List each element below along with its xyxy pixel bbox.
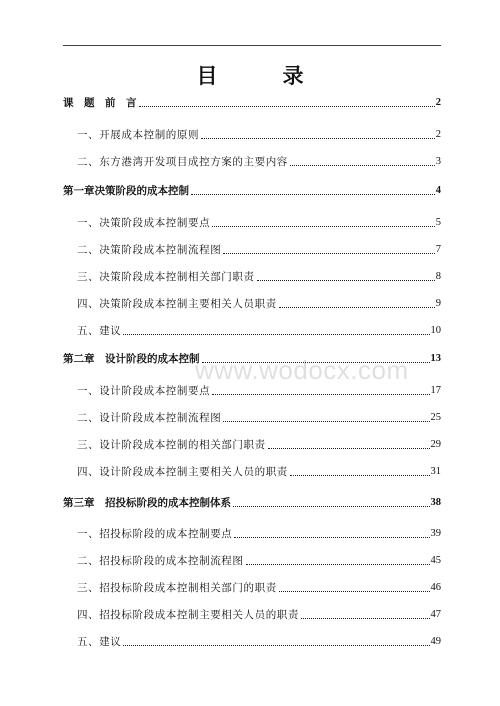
toc-page-number: 31 <box>430 466 441 477</box>
toc-leader-dots <box>123 333 429 335</box>
toc-entry-label: 二、设计阶段成本控制流程图 <box>77 412 222 424</box>
toc-leader-dots <box>139 105 435 107</box>
toc-leader-dots <box>268 447 430 449</box>
toc-leader-dots <box>301 617 430 619</box>
toc-entry-label: 第二章 设计阶段的成本控制 <box>63 353 200 365</box>
toc-entry[interactable] <box>63 324 441 338</box>
toc-leader-dots <box>223 252 434 254</box>
toc-entry-label: 三、设计阶段成本控制的相关部门职责 <box>77 439 266 451</box>
toc-page-number: 5 <box>435 217 441 228</box>
toc-leader-dots <box>279 590 430 592</box>
toc-entry[interactable] <box>63 128 441 142</box>
toc-entry-label: 二、决策阶段成本控制流程图 <box>77 244 222 256</box>
toc-entry[interactable] <box>63 384 441 398</box>
toc-leader-dots <box>246 563 430 565</box>
toc-page-number: 46 <box>430 582 441 593</box>
toc-entry-label: 三、决策阶段成本控制相关部门职责 <box>77 271 255 283</box>
watermark: www.wodocx.com <box>195 355 409 385</box>
toc-entry[interactable] <box>63 554 441 568</box>
toc-entry[interactable] <box>63 438 441 452</box>
toc-entry-label: 四、决策阶段成本控制主要相关人员职责 <box>77 298 277 310</box>
toc-entry[interactable] <box>63 527 441 541</box>
toc-entry-label: 课 题 前 言 <box>63 97 137 109</box>
toc-entry[interactable] <box>63 243 441 257</box>
toc-entry-label: 二、东方港湾开发项目成控方案的主要内容 <box>77 156 288 168</box>
toc-entry-label: 五、建议 <box>77 636 122 648</box>
toc-page-number: 38 <box>430 497 441 508</box>
toc-entry-label: 二、招投标阶段的成本控制流程图 <box>77 555 244 567</box>
toc-entry[interactable] <box>63 216 441 230</box>
header-rule <box>63 45 441 46</box>
toc-leader-dots <box>290 474 430 476</box>
toc-page-number: 2 <box>435 129 441 140</box>
toc-page-number: 49 <box>430 636 441 647</box>
toc-leader-dots <box>202 361 430 363</box>
toc-entry-label: 第三章 招投标阶段的成本控制体系 <box>63 497 231 509</box>
toc-entry-label: 第一章决策阶段的成本控制 <box>63 185 189 197</box>
toc-page-number: 39 <box>430 528 441 539</box>
toc-entry[interactable] <box>63 635 441 649</box>
toc-page-number: 47 <box>430 609 441 620</box>
toc-page-number: 8 <box>435 271 441 282</box>
toc-entry[interactable] <box>63 155 441 169</box>
toc-entry-label: 一、开展成本控制的原则 <box>77 129 200 141</box>
toc-page-number: 10 <box>430 325 441 336</box>
toc-page-number: 7 <box>435 244 441 255</box>
toc-page-number: 9 <box>435 298 441 309</box>
toc-page-number: 45 <box>430 555 441 566</box>
toc-entry[interactable] <box>63 297 441 311</box>
toc-leader-dots <box>257 279 435 281</box>
toc-leader-dots <box>212 393 429 395</box>
toc-leader-dots <box>290 164 435 166</box>
toc-entry-chapter-2[interactable] <box>63 352 441 366</box>
toc-page-number: 13 <box>430 353 441 364</box>
toc-page-number: 25 <box>430 412 441 423</box>
toc-entry-chapter-1[interactable] <box>63 184 441 198</box>
toc-entry-label: 五、建议 <box>77 325 122 337</box>
toc-entry-label: 四、设计阶段成本控制主要相关人员的职责 <box>77 466 288 478</box>
toc-leader-dots <box>201 137 435 139</box>
page-title: 目 录 <box>196 63 326 88</box>
toc-entry[interactable] <box>63 608 441 622</box>
toc-leader-dots <box>223 420 429 422</box>
toc-entry-label: 一、决策阶段成本控制要点 <box>77 217 211 229</box>
toc-leader-dots <box>212 225 435 227</box>
toc-leader-dots <box>123 644 429 646</box>
toc-entry-label: 一、招投标阶段的成本控制要点 <box>77 528 233 540</box>
toc-page-number: 4 <box>435 185 441 196</box>
toc-page-number: 29 <box>430 439 441 450</box>
toc-entry-label: 一、设计阶段成本控制要点 <box>77 385 211 397</box>
toc-page-number: 2 <box>435 97 441 108</box>
toc-page-number: 17 <box>430 385 441 396</box>
toc-entry-label: 三、招投标阶段成本控制相关部门的职责 <box>77 582 277 594</box>
toc-entry[interactable] <box>63 411 441 425</box>
toc-entry[interactable] <box>63 465 441 479</box>
toc-entry[interactable] <box>63 270 441 284</box>
toc-leader-dots <box>233 505 430 507</box>
toc-entry-preface[interactable] <box>63 96 441 110</box>
toc-leader-dots <box>191 193 435 195</box>
toc-entry[interactable] <box>63 581 441 595</box>
toc-leader-dots <box>234 536 429 538</box>
toc-leader-dots <box>279 306 435 308</box>
toc-entry-label: 四、招投标阶段成本控制主要相关人员的职责 <box>77 609 299 621</box>
toc-page-number: 3 <box>435 156 441 167</box>
toc-entry-chapter-3[interactable] <box>63 496 441 510</box>
